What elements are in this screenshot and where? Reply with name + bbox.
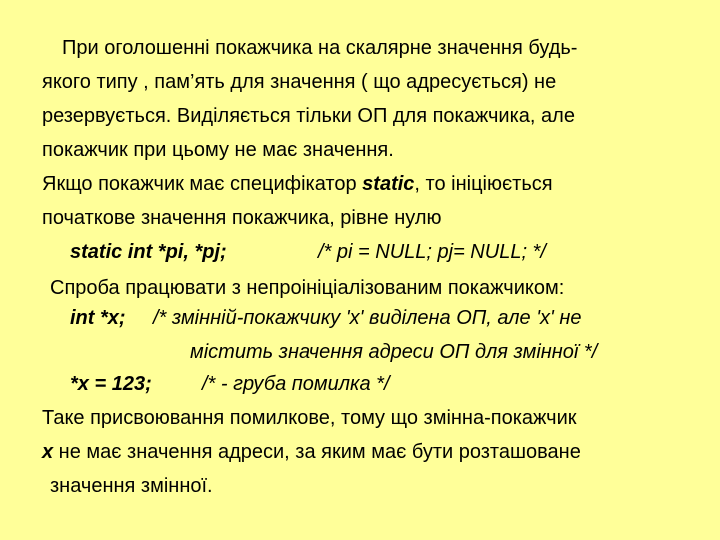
text-line: При оголошенні покажчика на скалярне значення будь- xyxy=(62,37,578,59)
text-line: резервується. Виділяється тільки ОП для покажчика, але xyxy=(42,105,575,127)
keyword-static: static xyxy=(362,173,415,195)
text-line: Таке присвоювання помилкове, тому що змінна-покажчик xyxy=(42,407,577,429)
text-line xyxy=(42,172,553,196)
code-declaration: static int *pi, *pj; xyxy=(70,241,227,263)
text-line: Спроба працювати з непроініціалізованим покажчиком: xyxy=(50,277,565,299)
text-line: значення змінної. xyxy=(50,475,213,497)
text-line: якого типу , пам’ять для значення ( що адресується) не xyxy=(42,71,557,93)
code-declaration: int *x; xyxy=(70,307,126,329)
code-comment: /* змінній-покажчику 'x' виділена ОП, але 'x' не xyxy=(153,307,582,329)
code-statement: *x = 123; xyxy=(70,373,152,395)
text-segment: не має значення адреси, за яким має бути розташоване xyxy=(53,441,581,463)
text-line xyxy=(42,440,581,464)
text-line: початкове значення покажчика, рівне нулю xyxy=(42,207,442,229)
code-comment: містить значення адреси ОП для змінної */ xyxy=(190,341,598,363)
variable-x: x xyxy=(42,441,54,463)
code-comment: /* pi = NULL; pj= NULL; */ xyxy=(318,241,546,263)
text-segment: Якщо покажчик має специфікатор xyxy=(42,173,363,195)
text-line: покажчик при цьому не має значення. xyxy=(42,139,394,161)
code-comment: /* - груба помилка */ xyxy=(202,373,390,395)
text-segment: , то ініціюється xyxy=(414,173,553,195)
